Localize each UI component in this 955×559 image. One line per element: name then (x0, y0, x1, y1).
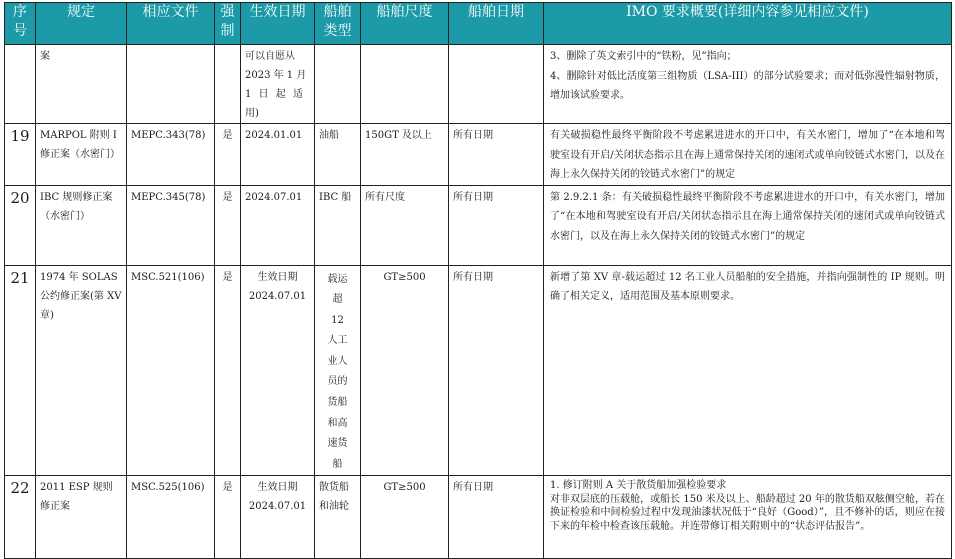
cell-ship-date (449, 45, 544, 124)
cell-mandatory: 是 (215, 124, 241, 186)
cell-index: 19 (5, 124, 36, 186)
table-row (5, 124, 952, 186)
header-document: 相应文件 (127, 3, 215, 45)
cell-effective-date: 可以自愿从 2023 年 1 月 1 日 起 适 用) (241, 45, 315, 124)
cell-index: 22 (5, 476, 36, 559)
cell-document (127, 45, 215, 124)
cell-imo-summary: 新增了第 XV 章-载运超过 12 名工业人员船舶的安全措施，并指向强制性的 IP 规则。明确了相关定义，适用范围及基本原则要求。 (544, 265, 952, 476)
cell-imo-summary: 1. 修订附则 A 关于散货船加强检验要求 对非双层底的压载舱，或船长 150 米及以上、船龄超过 20 年的散货船双舷侧空舱，若在换证检验和中间检验过程中发现油漆状况低于“良好（Good）”，且不修补的话，则应在接下来的年检中检查该压载舱。并连带修订相关附则中的“状态评估报告”。 (544, 476, 952, 559)
cell-regulation: MARPOL 附则 I 修正案（水密门） (36, 124, 127, 186)
cell-regulation: 1974 年 SOLAS 公约修正案(第 XV 章) (36, 265, 127, 476)
cell-document: MSC.521(106) (127, 265, 215, 476)
header-effective-date: 生效日期 (241, 3, 315, 45)
cell-ship-type: 油船 (315, 124, 361, 186)
cell-effective-date: 2024.07.01 (241, 185, 315, 265)
cell-ship-date: 所有日期 (449, 124, 544, 186)
table-row (5, 476, 952, 559)
header-mandatory: 强制 (215, 3, 241, 45)
cell-ship-size: 150GT 及以上 (361, 124, 449, 186)
cell-document: MEPC.345(78) (127, 185, 215, 265)
cell-mandatory: 是 (215, 265, 241, 476)
cell-ship-date: 所有日期 (449, 265, 544, 476)
header-ship-date: 船舶日期 (449, 3, 544, 45)
table-row (5, 45, 952, 124)
cell-regulation: 案 (36, 45, 127, 124)
cell-effective-date: 生效日期 2024.07.01 (241, 265, 315, 476)
header-imo-summary: IMO 要求概要(详细内容参见相应文件) (544, 3, 952, 45)
cell-ship-type: 载运 超 12 人工 业人 员的 货船 和高 速货 船 (315, 265, 361, 476)
cell-effective-date: 2024.01.01 (241, 124, 315, 186)
cell-index: 21 (5, 265, 36, 476)
cell-imo-summary: 有关破损稳性最终平衡阶段不考虑累进进水的开口中，有关水密门，增加了“在本地和驾驶室设有开启/关闭状态指示且在海上通常保持关闭的速闭式或单向铰链式水密门，以及在海上永久保持关闭的铰链式水密门”的规定 (544, 124, 952, 186)
header-index: 序号 (5, 3, 36, 45)
table-row (5, 265, 952, 476)
cell-ship-type: 散货船 和油轮 (315, 476, 361, 559)
header-ship-size: 船舶尺度 (361, 3, 449, 45)
header-ship-type: 船舶类型 (315, 3, 361, 45)
cell-document: MSC.525(106) (127, 476, 215, 559)
cell-imo-summary: 第 2.9.2.1 条：有关破损稳性最终平衡阶段不考虑累进进水的开口中，有关水密门，增加了“在本地和驾驶室设有开启/关闭状态指示且在海上通常保持关闭的速闭式或单向铰链式水密门，以及在海上永久保持关闭的铰链式水密门”的规定 (544, 185, 952, 265)
table-row (5, 185, 952, 265)
cell-regulation: 2011 ESP 规则修正案 (36, 476, 127, 559)
cell-ship-type (315, 45, 361, 124)
cell-ship-size: 所有尺度 (361, 185, 449, 265)
cell-ship-size: GT≥500 (361, 476, 449, 559)
cell-mandatory: 是 (215, 476, 241, 559)
regulation-table (4, 2, 952, 559)
cell-index: 20 (5, 185, 36, 265)
cell-mandatory: 是 (215, 185, 241, 265)
cell-ship-date: 所有日期 (449, 476, 544, 559)
cell-imo-summary: 3、删除了英文索引中的“铁粉，见”指向； 4、删除针对低比活度第三组物质（LSA-III）的部分试验要求；而对低弥漫性辐射物质，增加该试验要求。 (544, 45, 952, 124)
cell-effective-date: 生效日期 2024.07.01 (241, 476, 315, 559)
table-header-row (5, 3, 952, 45)
cell-ship-date: 所有日期 (449, 185, 544, 265)
cell-document: MEPC.343(78) (127, 124, 215, 186)
header-regulation: 规定 (36, 3, 127, 45)
cell-index (5, 45, 36, 124)
cell-regulation: IBC 规则修正案（水密门） (36, 185, 127, 265)
cell-mandatory (215, 45, 241, 124)
cell-ship-size: GT≥500 (361, 265, 449, 476)
cell-ship-size (361, 45, 449, 124)
cell-ship-type: IBC 船 (315, 185, 361, 265)
